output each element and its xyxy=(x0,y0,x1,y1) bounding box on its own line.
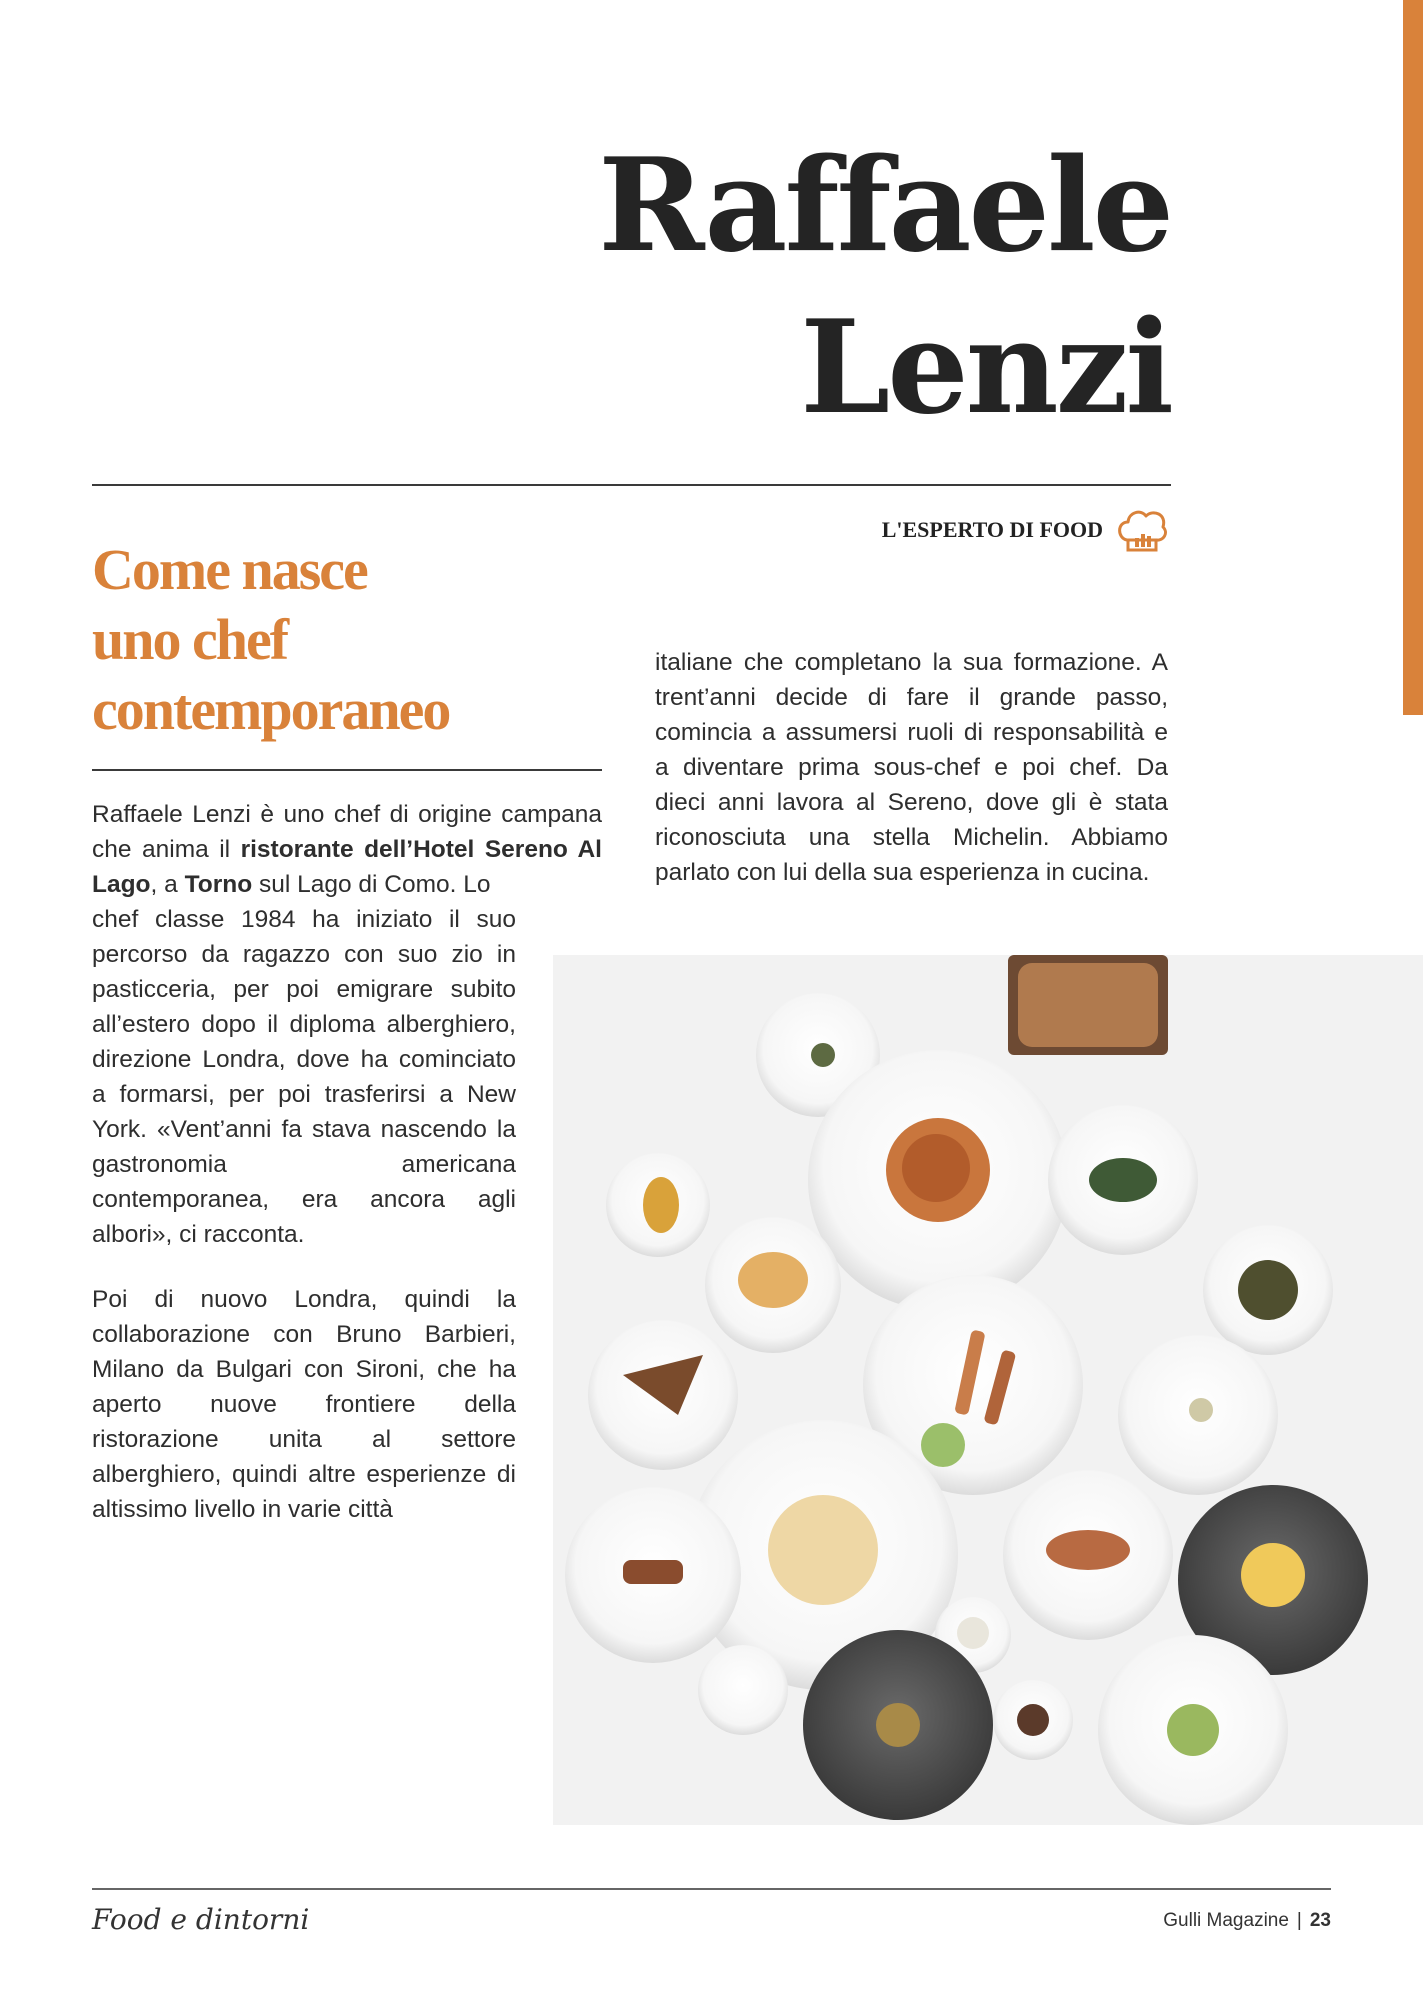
paragraph-3: italiane che completano la sua formazione. A trent’anni decide di fare il grande passo, comincia a assumersi ruoli di responsabilità e a diventare prima sous-chef e poi chef. Da dieci anni lavora al Sereno, dove gli è stata riconosciuta una stella Michelin. Abbiamo parlato con lui della sua esperienza in cucina. xyxy=(655,649,1168,886)
paragraph-1 xyxy=(92,797,602,1252)
subtitle-line-2: uno chef xyxy=(92,607,288,672)
title-line-1: Raffaele xyxy=(598,131,1171,281)
title-line-2: Lenzi xyxy=(800,293,1171,443)
subtitle-line-3: contemporaneo xyxy=(92,677,450,742)
subtitle-line-1: Come nasce xyxy=(92,537,367,602)
p1-bold-torno: Torno xyxy=(184,871,253,898)
top-divider xyxy=(92,484,1171,486)
p1-text-a: Raffaele Lenzi è uno chef di origine campana che anima il xyxy=(92,801,602,863)
footer-magazine: Gulli Magazine xyxy=(1163,1910,1289,1931)
p1-text-e: chef classe 1984 ha iniziato il suo percorso da ragazzo con suo zio in pasticceria, per poi emigrare subito all’estero dopo il diploma alberghiero, direzione Londra, dove ha cominciato a formarsi, per poi trasferirsi a New York. «Vent’anni fa stava nascendo la gastronomia americana contemporanea, era ancora agli albori», ci racconta. xyxy=(92,906,516,1248)
article-subtitle xyxy=(92,535,612,745)
accent-side-bar xyxy=(1403,0,1423,715)
section-kicker: L'ESPERTO DI FOOD xyxy=(881,517,1103,542)
paragraph-2: Poi di nuovo Londra, quindi la collaborazione con Bruno Barbieri, Milano da Bulgari con Sironi, che ha aperto nuove frontiere della ristorazione unita al settore alberghiero, quindi altre esperienze di altissimo livello in varie città xyxy=(92,1286,516,1523)
footer-credits xyxy=(1163,1910,1331,1932)
food-photo xyxy=(553,955,1423,1825)
chef-hat-icon xyxy=(1113,500,1171,558)
page-number: 23 xyxy=(1309,1910,1331,1931)
footer-divider xyxy=(92,1888,1331,1890)
p1-bold-restaurant: ristorante dell’Hotel Sereno Al Lago xyxy=(92,836,602,898)
subtitle-divider xyxy=(92,769,602,771)
article-title xyxy=(598,125,1171,449)
p1-text-d: sul Lago di Como. Lo xyxy=(252,871,491,898)
footer-section-name: Food e dintorni xyxy=(92,1903,310,1936)
footer-separator: | xyxy=(1296,1910,1302,1931)
p1-text-c: , a xyxy=(150,871,185,898)
